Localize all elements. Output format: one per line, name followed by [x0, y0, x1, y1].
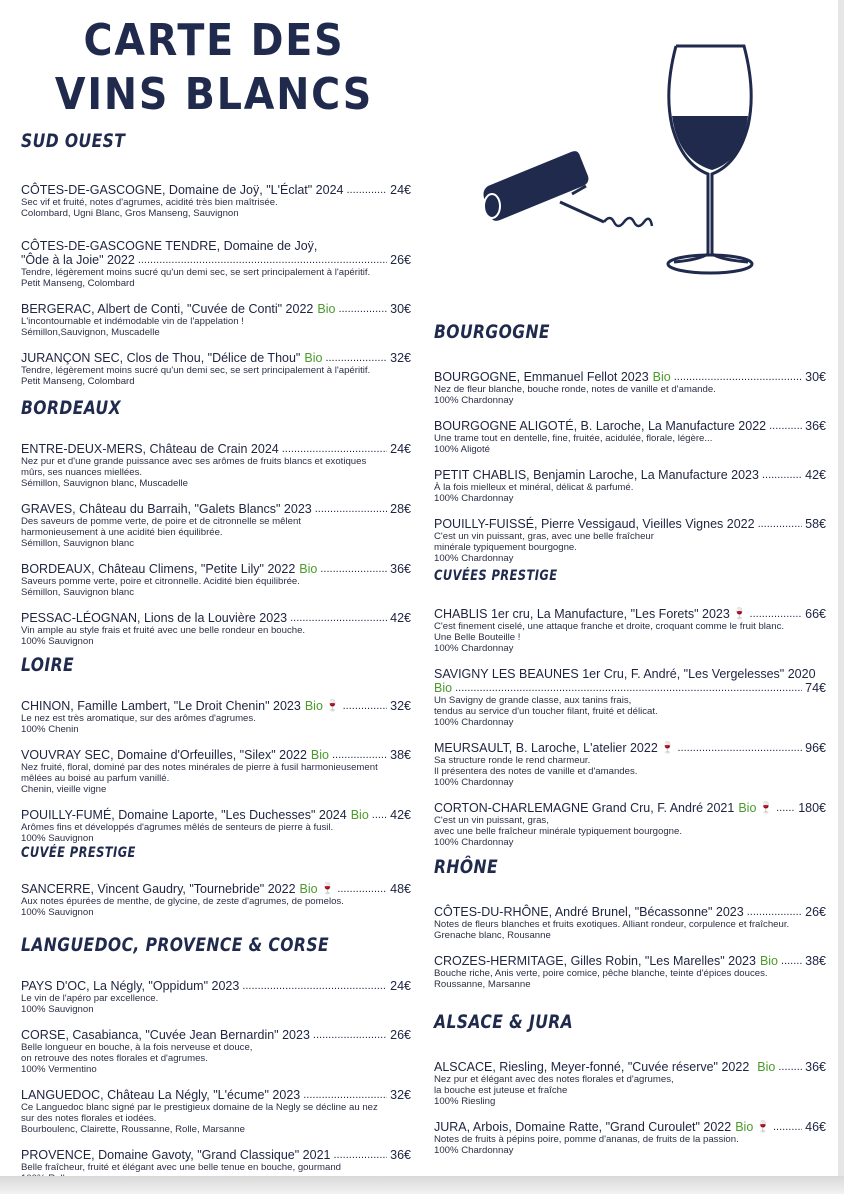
leader-dots [332, 748, 387, 762]
wine-item [434, 517, 826, 564]
wine-description: Tendre, légèrement moins sucré qu'un demi sec, se sert principalement à l'apéritif. [21, 365, 371, 376]
leader-dots [674, 370, 802, 384]
small-wine-glass-icon: 🍷 [325, 700, 340, 712]
wine-description: C'est un vin puissant, gras, [434, 815, 549, 826]
wine-description: on retrouve des notes florales et d'agrumes. [21, 1053, 208, 1064]
wine-description: mûrs, ses nuances miellées. [21, 467, 143, 478]
wine-item [21, 748, 411, 795]
wine-item [21, 442, 411, 489]
section-sud-ouest [21, 130, 411, 387]
wine-description: À la fois mielleux et minéral, délicat & parfumé. [434, 482, 634, 493]
section-rhone [434, 856, 826, 990]
wine-price: 36€ [390, 1148, 411, 1162]
wine-item [434, 1120, 826, 1156]
wine-description: Sec vif et fruité, notes d'agrumes, acidité très bien maîtrisée. [21, 197, 278, 208]
leader-dots [750, 607, 803, 621]
leader-dots [290, 611, 387, 625]
wine-description: Il présentera des notes de vanille et d'amandes. [434, 766, 638, 777]
wine-grapes: 100% Chardonnay [434, 1145, 514, 1156]
wine-description: Notes de fleurs blanches et fruits exotiques. Alliant rondeur, corpulence et fraîcheur. [434, 919, 790, 930]
wine-item [21, 699, 411, 735]
wine-grapes: Sémillon, Sauvignon blanc [21, 538, 135, 549]
leader-dots [338, 302, 387, 316]
wine-name: BERGERAC, Albert de Conti, "Cuvée de Conti" 2022 [21, 302, 314, 316]
corkscrew-icon [484, 151, 653, 226]
section-cuvee-prestige [21, 845, 411, 918]
wine-grapes: 100% Chardonnay [434, 553, 514, 564]
wine-price: 36€ [805, 1060, 826, 1074]
wine-illustration [476, 36, 776, 296]
wine-price: 42€ [805, 468, 826, 482]
wine-name: BOURGOGNE, Emmanuel Fellot 2023 [434, 370, 649, 384]
wine-description: Nez fruité, floral, dominé par des notes minérales de pierre à fusil harmonieusement [21, 762, 378, 773]
bio-label: Bio [304, 351, 323, 365]
wine-name: CÔTES-DU-RHÔNE, André Brunel, "Bécassonne" 2023 [434, 905, 744, 919]
section-loire [21, 654, 411, 844]
wine-name: BOURGOGNE ALIGOTÉ, B. Laroche, La Manufacture 2022 [434, 419, 767, 433]
wine-grapes: 100% Riesling [434, 1096, 496, 1107]
wine-name: CHINON, Famille Lambert, "Le Droit Chenin" 2023 [21, 699, 301, 713]
small-wine-glass-icon: 🍷 [759, 802, 774, 814]
wine-description: Nez pur et élégant avec des notes florales et d'agrumes, [434, 1074, 674, 1085]
wine-price: 36€ [390, 562, 411, 576]
wine-glass-icon [668, 46, 752, 273]
wine-name: BORDEAUX, Château Climens, "Petite Lily" 2022 [21, 562, 296, 576]
wine-item [434, 741, 826, 788]
bio-label: Bio [434, 681, 453, 695]
wine-grapes: Sémillon, Sauvignon blanc, Muscadelle [21, 478, 188, 489]
section-title: LANGUEDOC, PROVENCE & CORSE [21, 934, 330, 956]
wine-description: Tendre, légèrement moins sucré qu'un demi sec, se sert principalement à l'apéritif. [21, 267, 371, 278]
page-bottom-shadow [0, 1176, 844, 1194]
wine-item [434, 419, 826, 455]
leader-dots [303, 1088, 387, 1102]
bio-label: Bio [304, 699, 323, 713]
wine-price: 38€ [805, 954, 826, 968]
wine-item [434, 468, 826, 504]
wine-name-line1: SAVIGNY LES BEAUNES 1er Cru, F. André, "Les Vergelesses" 2020 [434, 667, 816, 681]
leader-dots [347, 183, 388, 197]
wine-description: C'est un vin puissant, gras, avec une belle fraîcheur [434, 531, 654, 542]
bio-label: Bio [757, 1060, 776, 1074]
wine-grapes: Chenin, vieille vigne [21, 784, 107, 795]
wine-description: Vin ample au style frais et fruité avec une belle rondeur en bouche. [21, 625, 306, 636]
wine-description: Le nez est très aromatique, sur des arômes d'agrumes. [21, 713, 256, 724]
wine-name: LANGUEDOC, Château La Négly, "L'écume" 2023 [21, 1088, 301, 1102]
wine-description: Arômes fins et développés d'agrumes mêlés de senteurs de pierre à fusil. [21, 822, 334, 833]
wine-description: Une trame tout en dentelle, fine, fruitée, acidulée, florale, légère... [434, 433, 713, 444]
wine-grapes: 100% Chardonnay [434, 717, 514, 728]
wine-grapes: 100% Sauvignon [21, 1004, 94, 1015]
wine-grapes: Petit Manseng, Colombard [21, 376, 135, 387]
wine-grapes: 100% Chardonnay [434, 493, 514, 504]
leader-dots [762, 468, 802, 482]
page-title [43, 14, 385, 122]
wine-item [21, 1088, 411, 1135]
wine-description: Nez pur et d'une grande puissance avec ses arômes de fruits blancs et exotiques [21, 456, 367, 467]
section-bourgogne [434, 321, 826, 564]
wine-description: C'est finement ciselé, une attaque franche et droite, croquant comme le fruit blanc. [434, 621, 785, 632]
wine-name: MEURSAULT, B. Laroche, L'atelier 2022 [434, 741, 658, 755]
leader-dots [282, 442, 387, 456]
leader-dots [333, 1148, 387, 1162]
title-line-1: CARTE DES [83, 15, 345, 66]
wine-grapes: 100% Chardonnay [434, 837, 514, 848]
wine-name: CORSE, Casabianca, "Cuvée Jean Bernardin" 2023 [21, 1028, 310, 1042]
wine-name: PETIT CHABLIS, Benjamin Laroche, La Manufacture 2023 [434, 468, 759, 482]
wine-item [21, 979, 411, 1015]
leader-dots [320, 562, 387, 576]
wine-item [434, 801, 826, 848]
wine-description: Nez de fleur blanche, bouche ronde, notes de vanille et d'amande. [434, 384, 716, 395]
wine-name-line1: CÔTES-DE-GASCOGNE TENDRE, Domaine de Joÿ, [21, 239, 318, 253]
wine-grapes: Grenache blanc, Rousanne [434, 930, 551, 941]
section-cuvees-prestige [434, 568, 826, 848]
wine-grapes: Colombard, Ugni Blanc, Gros Manseng, Sauvignon [21, 208, 239, 219]
wine-price: 24€ [390, 979, 411, 993]
wine-name: "Ôde à la Joie" 2022 [21, 253, 135, 267]
wine-name: PROVENCE, Domaine Gavoty, "Grand Classique" 2021 [21, 1148, 331, 1162]
wine-description: L'incontournable et indémodable vin de l'appelation ! [21, 316, 244, 327]
wine-item [21, 808, 411, 844]
bio-label: Bio [759, 954, 779, 968]
wine-price: 32€ [390, 699, 411, 713]
wine-grapes: 100% Sauvignon [21, 636, 94, 647]
wine-description: minérale typiquement bourgogne. [434, 542, 577, 553]
wine-price: 36€ [805, 419, 826, 433]
section-bordeaux [21, 397, 411, 647]
wine-price: 48€ [390, 882, 411, 896]
wine-price: 180€ [798, 801, 826, 815]
wine-item [21, 562, 411, 598]
wine-price: 42€ [390, 611, 411, 625]
wine-description: Une Belle Bouteille ! [434, 632, 521, 643]
wine-description: Saveurs pomme verte, poire et citronnelle. Acidité bien équilibrée. [21, 576, 300, 587]
wine-price: 26€ [390, 253, 411, 267]
leader-dots [747, 905, 802, 919]
wine-description: harmonieusement à une acidité bien équilibrée. [21, 527, 223, 538]
wine-grapes: Roussanne, Marsanne [434, 979, 531, 990]
wine-item [21, 611, 411, 647]
leader-dots [781, 954, 802, 968]
wine-description: sur des notes florales et iodées. [21, 1113, 157, 1124]
leader-dots [778, 1060, 802, 1074]
bio-label: Bio [350, 808, 369, 822]
wine-name: JURA, Arbois, Domaine Ratte, "Grand Curoulet" 2022 [434, 1120, 732, 1134]
wine-name: POUILLY-FUISSÉ, Pierre Vessigaud, Vieilles Vignes 2022 [434, 517, 755, 531]
wine-description: Des saveurs de pomme verte, de poire et de citronnelle se mêlent [21, 516, 301, 527]
wine-name: ENTRE-DEUX-MERS, Château de Crain 2024 [21, 442, 279, 456]
section-title: BOURGOGNE [434, 321, 550, 343]
wine-description: Aux notes épurées de menthe, de glycine, de zeste d'agrumes, de pomelos. [21, 896, 344, 907]
wine-description: Sa structure ronde le rend charmeur. [434, 755, 591, 766]
wine-price: 66€ [805, 607, 826, 621]
wine-name: CORTON-CHARLEMAGNE Grand Cru, F. André 2021 [434, 801, 735, 815]
wine-name: CROZES-HERMITAGE, Gilles Robin, "Les Marelles" 2023 [434, 954, 756, 968]
wine-item [434, 607, 826, 654]
wine-price: 74€ [805, 681, 826, 695]
leader-dots [372, 808, 387, 822]
wine-name: JURANÇON SEC, Clos de Thou, "Délice de Thou" [21, 351, 301, 365]
leader-dots [343, 699, 388, 713]
small-wine-glass-icon: 🍷 [756, 1121, 770, 1133]
wine-price: 24€ [390, 442, 411, 456]
wine-price: 42€ [390, 808, 411, 822]
bio-label: Bio [738, 801, 757, 815]
wine-price: 38€ [390, 748, 411, 762]
wine-description: Ce Languedoc blanc signé par le prestigieux domaine de la Negly se décline au nez [21, 1102, 378, 1113]
wine-name: SANCERRE, Vincent Gaudry, "Tournebride" 2022 [21, 882, 296, 896]
wine-name: POUILLY-FUMÉ, Domaine Laporte, "Les Duchesses" 2024 [21, 808, 347, 822]
wine-name: CHABLIS 1er cru, La Manufacture, "Les Forets" 2023 [434, 607, 730, 621]
bio-label: Bio [317, 302, 336, 316]
section-title: CUVÉES PRESTIGE [434, 568, 558, 584]
section-title: BORDEAUX [21, 397, 122, 419]
leader-dots [337, 882, 387, 896]
wine-item [21, 302, 411, 338]
wine-price: 30€ [390, 302, 411, 316]
wine-item [434, 905, 826, 941]
wine-price: 26€ [805, 905, 826, 919]
wine-grapes: 100% Vermentino [21, 1064, 97, 1075]
small-wine-glass-icon: 🍷 [320, 883, 335, 895]
wine-description: Bouche riche, Anis verte, poire comice, pêche blanche, teinte d'épices douces. [434, 968, 768, 979]
leader-dots [313, 1028, 387, 1042]
wine-item [21, 1028, 411, 1075]
bio-label: Bio [735, 1120, 754, 1134]
page-edge-shadow [838, 0, 844, 1176]
wine-name: ALSCACE, Riesling, Meyer-fonné, "Cuvée réserve" 2022 [434, 1060, 750, 1074]
wine-grapes: 100% Sauvignon [21, 907, 94, 918]
wine-item [434, 667, 826, 728]
section-title: RHÔNE [434, 856, 499, 878]
wine-item [21, 502, 411, 549]
wine-price: 28€ [390, 502, 411, 516]
wine-description: Notes de fruits à pépins poire, pomme d'ananas, de fruits de la passion. [434, 1134, 739, 1145]
bio-label: Bio [310, 748, 329, 762]
wine-grapes: Petit Manseng, Colombard [21, 278, 135, 289]
wine-item [434, 954, 826, 990]
wine-grapes: 100% Sauvignon [21, 833, 94, 844]
section-title: LOIRE [21, 654, 75, 676]
small-wine-glass-icon: 🍷 [732, 608, 747, 620]
leader-dots [138, 253, 387, 267]
section-languedoc [21, 934, 411, 1184]
title-line-2: VINS BLANCS [54, 69, 374, 120]
leader-dots [776, 801, 795, 815]
wine-price: 46€ [805, 1120, 826, 1134]
wine-price: 30€ [805, 370, 826, 384]
wine-name: PAYS D'OC, La Négly, "Oppidum" 2023 [21, 979, 240, 993]
bio-label: Bio [299, 562, 318, 576]
leader-dots [769, 419, 802, 433]
wine-grapes: 100% Chardonnay [434, 777, 514, 788]
wine-grapes: Bourboulenc, Clairette, Roussanne, Rolle, Marsanne [21, 1124, 245, 1135]
wine-description: la bouche est juteuse et fraîche [434, 1085, 568, 1096]
leader-dots [315, 502, 387, 516]
wine-item [21, 882, 411, 918]
wine-price: 32€ [390, 1088, 411, 1102]
wine-description: mêlées au boisé au parfum vanillé. [21, 773, 170, 784]
wine-item [21, 351, 411, 387]
bio-label: Bio [299, 882, 318, 896]
wine-item [434, 1060, 826, 1107]
wine-grapes: 100% Chardonnay [434, 643, 514, 654]
leader-dots [242, 979, 387, 993]
wine-description: Belle longueur en bouche, à la fois nerveuse et douce, [21, 1042, 253, 1053]
wine-grapes: 100% Chenin [21, 724, 79, 735]
wine-name: VOUVRAY SEC, Domaine d'Orfeuilles, "Silex" 2022 [21, 748, 307, 762]
wine-name: PESSAC-LÉOGNAN, Lions de la Louvière 2023 [21, 611, 288, 625]
section-title: SUD OUEST [21, 130, 126, 152]
section-alsace-jura [434, 1011, 826, 1156]
leader-dots [678, 741, 803, 755]
wine-description: tendus au service d'un toucher filant, fruité et délicat. [434, 706, 658, 717]
wine-name: CÔTES-DE-GASCOGNE, Domaine de Joÿ, "L'Éclat" 2024 [21, 183, 344, 197]
leader-dots [758, 517, 803, 531]
section-title: ALSACE & JURA [434, 1011, 574, 1033]
wine-price: 26€ [390, 1028, 411, 1042]
wine-name: GRAVES, Château du Barraih, "Galets Blancs" 2023 [21, 502, 312, 516]
wine-grapes: Sémillon, Sauvignon blanc [21, 587, 135, 598]
wine-description: avec une belle fraîcheur minérale typiquement bourgogne. [434, 826, 682, 837]
leader-dots [773, 1120, 802, 1134]
wine-item [21, 183, 411, 219]
bio-label: Bio [652, 370, 671, 384]
wine-price: 96€ [805, 741, 826, 755]
wine-grapes: 100% Chardonnay [434, 395, 514, 406]
wine-price: 32€ [390, 351, 411, 365]
wine-grapes: Sémillon,Sauvignon, Muscadelle [21, 327, 160, 338]
wine-grapes: 100% Aligoté [434, 444, 491, 455]
section-title: CUVÉE PRESTIGE [21, 845, 136, 861]
wine-item [434, 370, 826, 406]
wine-description: Le vin de l'apéro par excellence. [21, 993, 159, 1004]
wine-price: 58€ [805, 517, 826, 531]
wine-description: Belle fraîcheur, fruité et élégant avec une belle tenue en bouche, gourmand [21, 1162, 342, 1173]
leader-dots [325, 351, 387, 365]
leader-dots [455, 681, 802, 695]
small-wine-glass-icon: 🍷 [660, 742, 675, 754]
wine-description: Un Savigny de grande classe, aux tanins frais, [434, 695, 632, 706]
wine-item [21, 239, 411, 289]
wine-price: 24€ [390, 183, 411, 197]
